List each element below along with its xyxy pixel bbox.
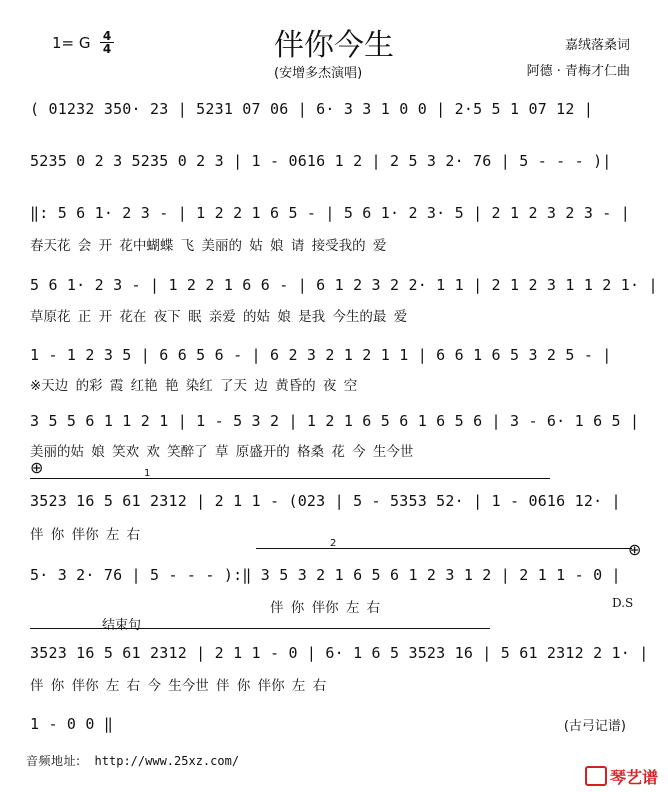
staff-row-3: ‖: 5 6 1· 2 3 - | 1 2 2 1 6 5 - | 5 6 1· 2 3· 5 | 2 1 2 3 2 3 - | [30, 204, 630, 222]
staff-row-2: 5235 0 2 3 5235 0 2 3 | 1 - 0616 1 2 | 2 5 3 2· 76 | 5 - - - )| [30, 152, 612, 170]
lyricist: 嘉绒落桑词 [564, 38, 630, 53]
staff-row-6: 3 5 5 6 1 1 2 1 | 1 - 5 3 2 | 1 2 1 6 5 6 1 6 5 6 | 3 - 6· 1 6 5 | [30, 412, 640, 430]
dal-segno: D.S [612, 596, 634, 610]
site-logo [585, 765, 658, 788]
lyric-line-9: 伴 你 伴你 左 右 今 生今世 伴 你 伴你 左 右 [30, 678, 327, 694]
volta-2-label: 2 [330, 538, 337, 549]
lyric-line-8: 伴 你 伴你 左 右 [270, 600, 381, 616]
staff-row-5: 1 - 1 2 3 5 | 6 6 5 6 - | 6 2 3 2 1 2 1 1 | 6 6 1 6 5 3 2 5 - | [30, 346, 612, 364]
lyric-line-4: 草原花 正 开 花在 夜下 眠 亲爱 的姑 娘 是我 今生的最 爱 [30, 309, 408, 325]
volta-bracket-2 [256, 548, 632, 549]
coda-sign: ⊕ [30, 458, 44, 477]
audio-address [26, 752, 239, 769]
staff-row-4: 5 6 1· 2 3 - | 1 2 2 1 6 6 - | 6 1 2 3 2 2· 1 1 | 2 1 2 3 1 1 2 1· | [30, 276, 658, 294]
lyric-line-3: 春天花 会 开 花中蝴蝶 飞 美丽的 姑 娘 请 接受我的 爱 [30, 238, 387, 254]
lyric-line-5: ※天边 的彩 霞 红艳 艳 染红 了天 边 黄昏的 夜 空 [30, 378, 358, 394]
logo-text: 琴艺谱 [609, 768, 658, 787]
staff-row-10: 1 - 0 0 ‖ [30, 715, 114, 733]
time-bottom: 4 [100, 42, 114, 55]
lyric-line-6: 美丽的姑 娘 笑欢 欢 笑醉了 草 原盛开的 格桑 花 今 生今世 [30, 444, 414, 460]
time-top: 4 [102, 29, 112, 43]
audio-url[interactable]: http://www.25xz.com/ [94, 754, 240, 768]
lyric-line-7: 伴 你 伴你 左 右 [30, 527, 141, 543]
volta-1-label: 1 [144, 468, 151, 479]
ending-bracket [30, 628, 490, 629]
composer: 阿德 · 青梅才仁曲 [526, 64, 630, 79]
logo-icon [585, 766, 607, 786]
coda-sign-2: ⊕ [628, 540, 642, 559]
audio-address-label: 音频地址: [26, 754, 81, 768]
volta-bracket-1 [30, 478, 550, 479]
key-signature: 1= G [52, 34, 91, 52]
staff-row-9: 3523 16 5 61 2312 | 2 1 1 - 0 | 6· 1 6 5 3523 16 | 5 61 2312 2 1· | [30, 644, 649, 662]
transcriber-credit: (古弓记谱) [563, 719, 626, 734]
staff-row-7: 3523 16 5 61 2312 | 2 1 1 - (023 | 5 - 5353 52· | 1 - 0616 12· | [30, 492, 621, 510]
ending-label: 结束句 [102, 618, 142, 633]
staff-row-1: ( 01232 350· 23 | 5231 07 06 | 6· 3 3 1 0 0 | 2·5 5 1 07 12 | [30, 100, 594, 118]
performer: (安增多杰演唱) [274, 66, 363, 81]
song-title: 伴你今生 [274, 28, 394, 63]
staff-row-8: 5· 3 2· 76 | 5 - - - ):‖ 3 5 3 2 1 6 5 6 1 2 3 1 2 | 2 1 1 - 0 | [30, 566, 621, 584]
